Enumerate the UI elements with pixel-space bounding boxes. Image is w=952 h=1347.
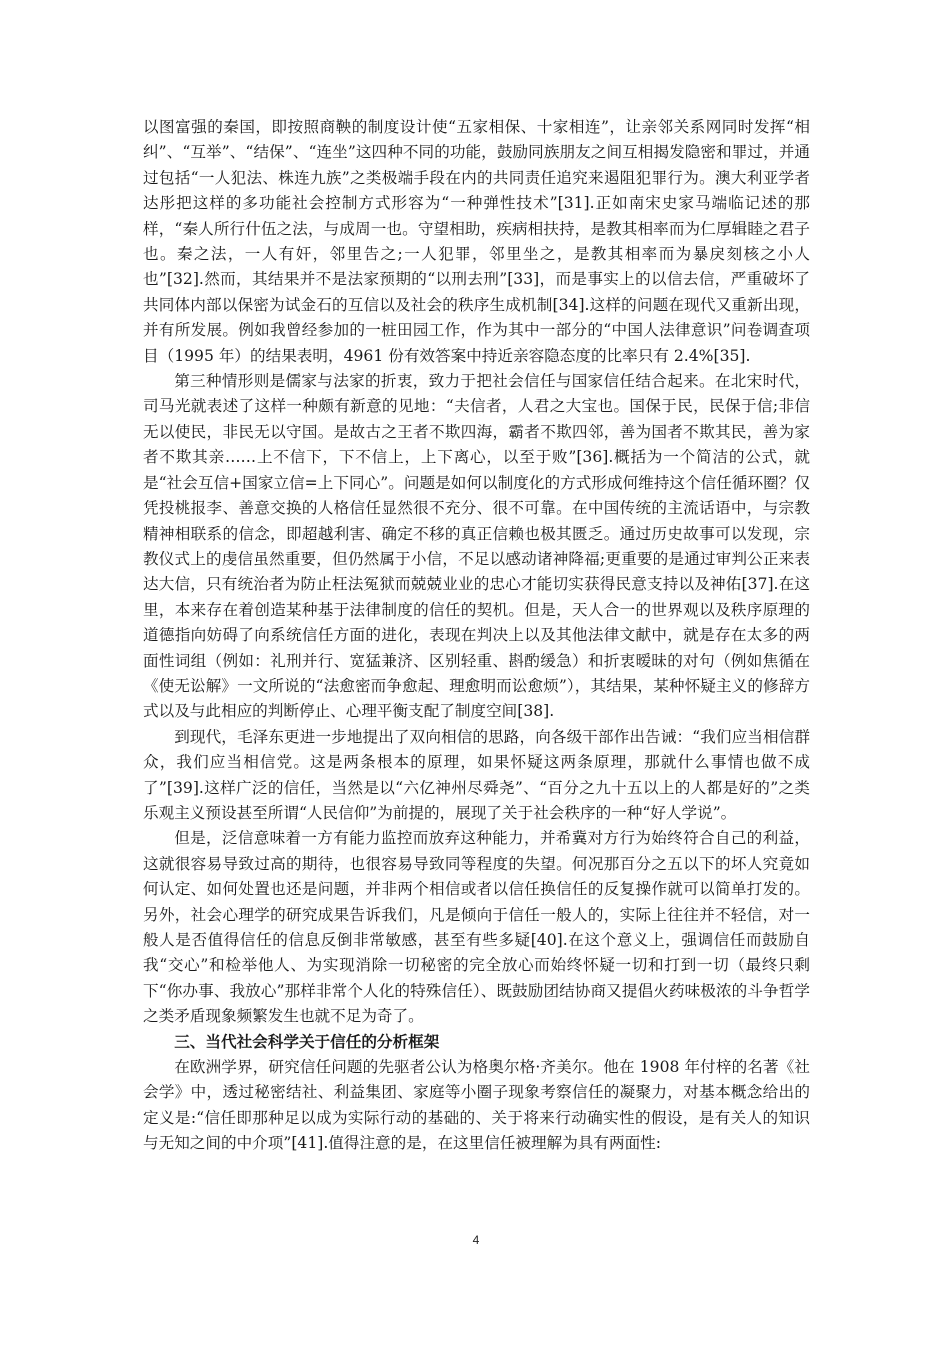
document-body (143, 115, 810, 1157)
paragraph-simmel: 在欧洲学界，研究信任问题的先驱者公认为格奥尔格·齐美尔。他在 1908 年付梓的名著《社会学》中，透过秘密结社、利益集团、家庭等小圈子现象考察信任的凝聚力，对基本概念给出的定义是:“信任即那种足以成为实际行动的基础的、关于将来行动确实性的假设，是有关人的知识与无知之间的中介项”[41].值得注意的是，在这里信任被理解为具有两面性: (143, 1058, 810, 1153)
page-number: 4 (472, 1233, 480, 1247)
paragraph-third-situation: 第三种情形则是儒家与法家的折衷，致力于把社会信任与国家信任结合起来。在北宋时代，司马光就表述了这样一种颇有新意的见地：“夫信者，人君之大宝也。国保于民，民保于信;非信无以使民，非民无以守国。是故古之王者不欺四海，霸者不欺四邻，善为国者不欺其民，善为家者不欺其亲……上不信下，下不信上，上下离心，以至于败”[36].概括为一个简洁的公式，就是“社会互信+国家立信=上下同心”。问题是如何以制度化的方式形成何维持这个信任循环圈？仅凭投桃报李、善意交换的人格信任显然很不充分、很不可靠。在中国传统的主流话语中，与宗教精神相联系的信念，即超越利害、确定不移的真正信赖也极其匮乏。通过历史故事可以发现，宗教仪式上的虔信虽然重要，但仍然属于小信，不足以感动诸神降福;更重要的是通过审判公正来表达大信，只有统治者为防止枉法冤狱而兢兢业业的忠心才能切实获得民意支持以及神佑[37].在这里，本来存在着创造某种基于法律制度的信任的契机。但是，天人合一的世界观以及秩序原理的道德指向妨碍了向系统信任方面的进化，表现在判决上以及其他法律文献中，就是存在太多的两面性词组（例如：礼刑并行、宽猛兼济、区别轻重、斟酌缓急）和折衷暧昧的对句（例如焦循在《使无讼解》一文所说的“法愈密而争愈起、理愈明而讼愈烦”），其结果，某种怀疑主义的修辞方式以及与此相应的判断停止、心理平衡支配了制度空间[38]. (143, 372, 810, 721)
paragraph-qin-mutual-surveillance: 以图富强的秦国，即按照商鞅的制度设计使“五家相保、十家相连”，让亲邻关系网同时发挥“相纠”、“互举”、“结保”、“连坐”这四种不同的功能，鼓励同族朋友之间互相揭发隐密和罪过，并通过包括“一人犯法、株连九族”之类极端手段在内的共同责任追究来遏阻犯罪行为。澳大利亚学者达彤把这样的多功能社会控制方式形容为“一种弹性技术”[31].正如南宋史家马端临记述的那样，“秦人所行什伍之法，与成周一也。守望相助，疾病相扶持，是教其相率而为仁厚辑睦之君子也。秦之法，一人有奸，邻里告之;一人犯罪，邻里坐之，是教其相率而为暴戾刻核之小人也”[32].然而，其结果并不是法家预期的“以刑去刑”[33]，而是事实上的以信去信，严重破坏了共同体内部以保密为试金石的互信以及社会的秩序生成机制[34].这样的问题在现代又重新出现，并有所发展。例如我曾经参加的一桩田园工作，作为其中一部分的“中国人法律意识”问卷调查项目（1995 年）的结果表明，4961 份有效答案中持近亲容隐态度的比率只有 2.4%[35]. (143, 118, 810, 365)
paragraph-mao-mutual-trust: 到现代，毛泽东更进一步地提出了双向相信的思路，向各级干部作出告诫：“我们应当相信群众，我们应当相信党。这是两条根本的原理，如果怀疑这两条原理，那就什么事情也做不成了”[39].这样广泛的信任，当然是以“六亿神州尽舜尧”、“百分之九十五以上的人都是好的”之类乐观主义预设甚至所谓“人民信仰”为前提的，展现了关于社会秩序的一种“好人学说”。 (143, 727, 810, 822)
section-heading: 三、当代社会科学关于信任的分析框架 (174, 1032, 440, 1051)
paragraph-pan-trust: 但是，泛信意味着一方有能力监控而放弃这种能力，并希冀对方行为始终符合自己的利益，这就很容易导致过高的期待，也很容易导致同等程度的失望。何况那百分之五以下的坏人究竟如何认定、如何处置也还是问题，并非两个相信或者以信任换信任的反复操作就可以简单打发的。另外，社会心理学的研究成果告诉我们，凡是倾向于信任一般人的，实际上往往并不轻信，对一般人是否值得信任的信息反倒非常敏感，甚至有些多疑[40].在这个意义上，强调信任而鼓励自我“交心”和检举他人、为实现消除一切秘密的完全放心而始终怀疑一切和打到一切（最终只剩下“你办事、我放心”那样非常个人化的特殊信任）、既鼓励团结协商又提倡火药味极浓的斗争哲学之类矛盾现象频繁发生也就不足为奇了。 (143, 829, 810, 1026)
